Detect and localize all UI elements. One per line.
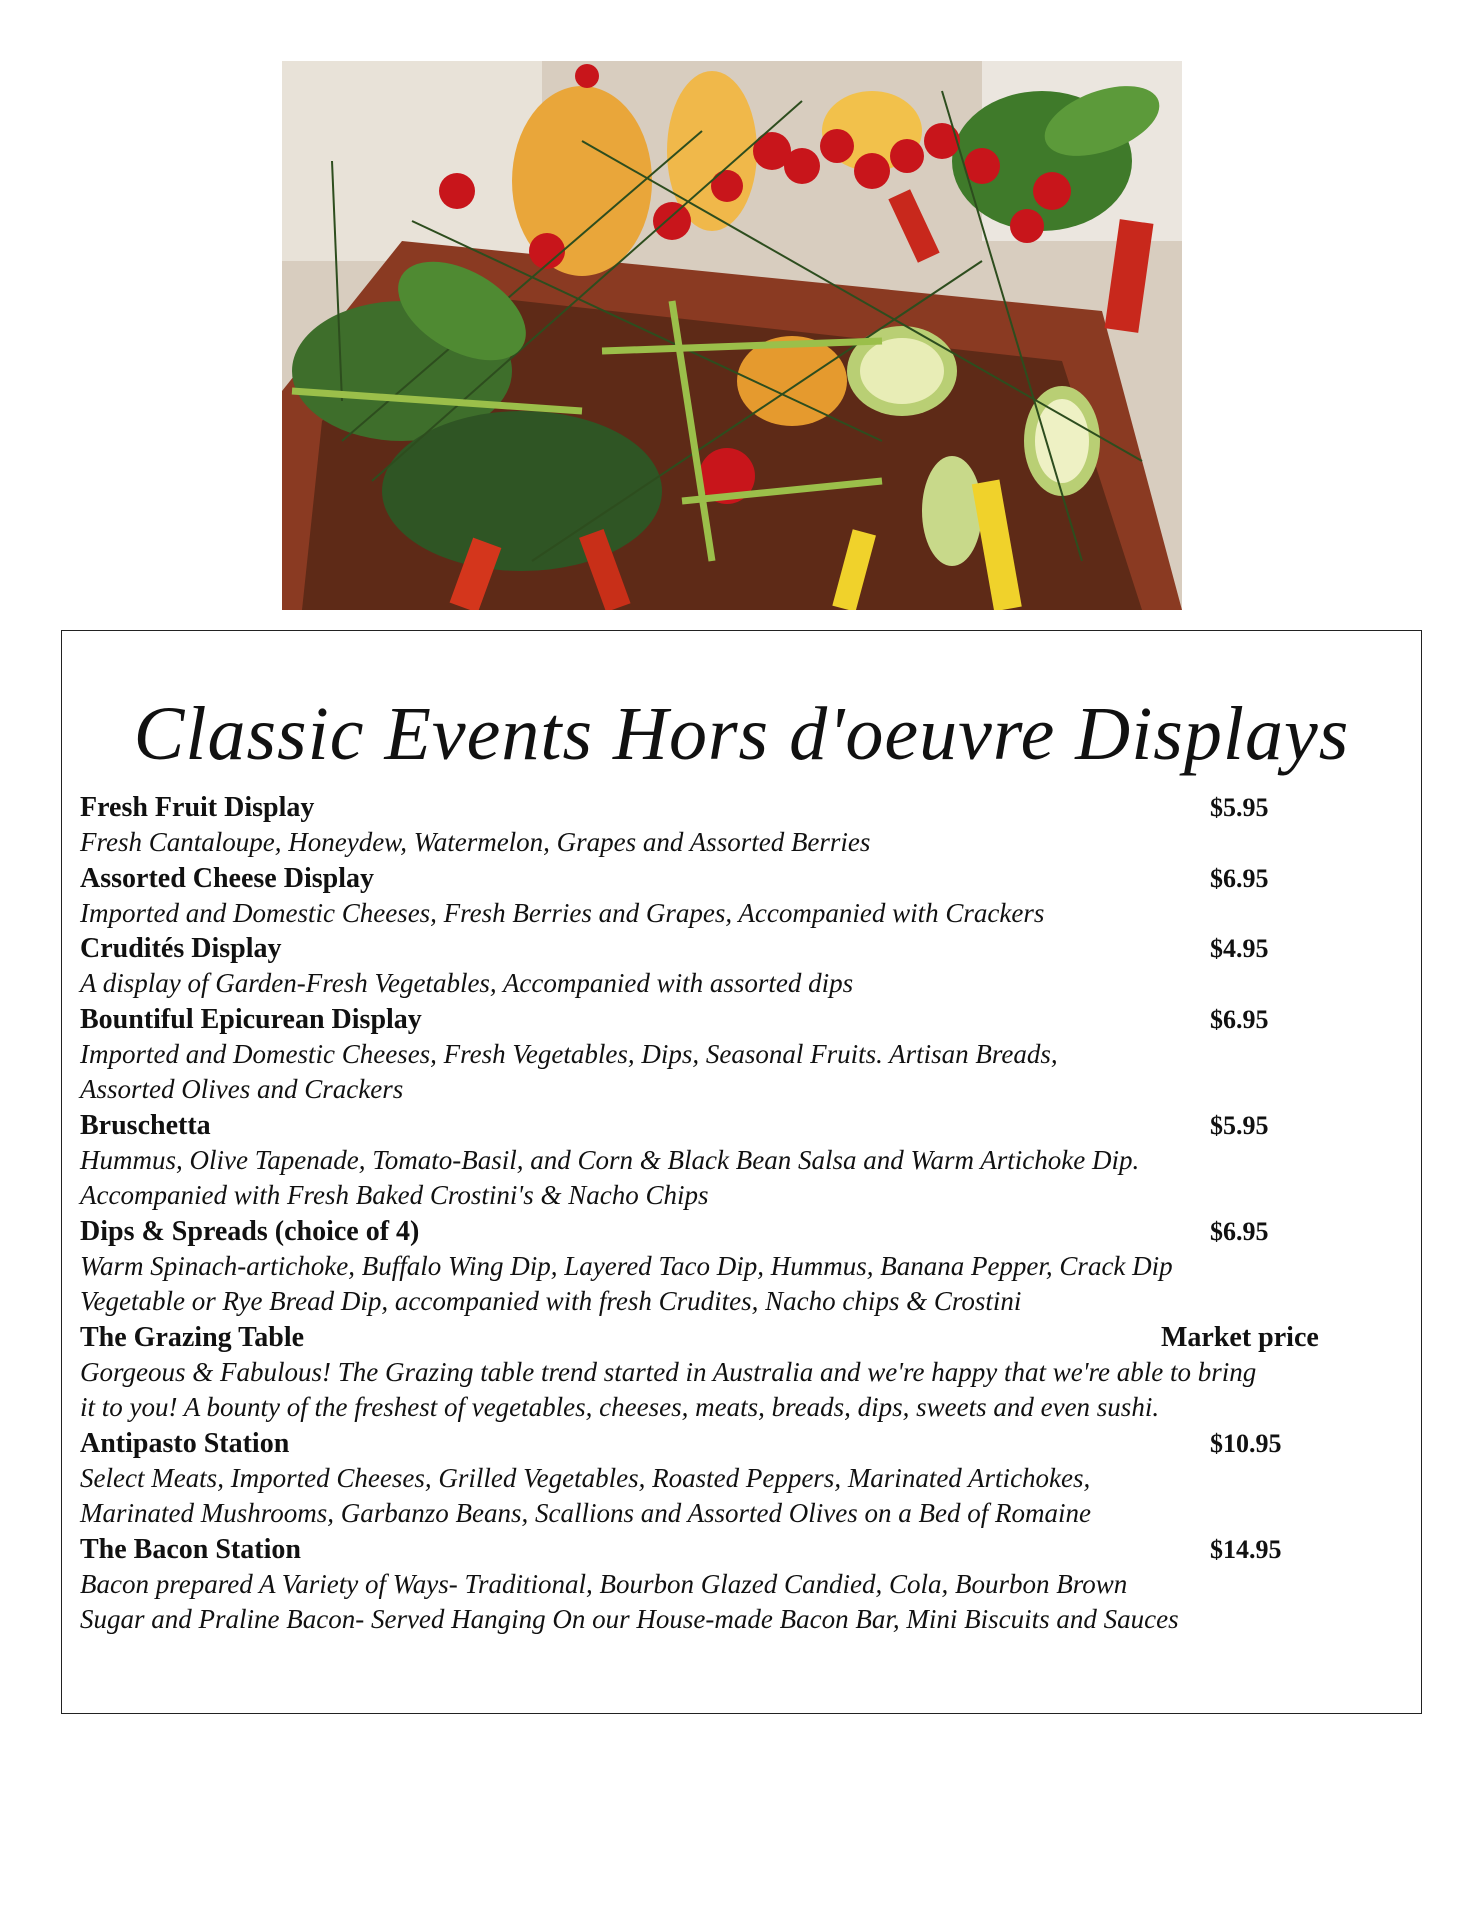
menu-item xyxy=(80,1426,1405,1532)
description-line: A display of Garden-Fresh Vegetables, Accompanied with assorted dips xyxy=(80,968,854,998)
menu-item-price: $10.95 xyxy=(1210,1428,1282,1458)
menu-item xyxy=(80,931,1405,1002)
description-line: Hummus, Olive Tapenade, Tomato-Basil, and Corn & Black Bean Salsa and Warm Artichoke Dip. xyxy=(80,1144,1140,1175)
menu-item-header xyxy=(80,1108,1405,1143)
menu-item-description xyxy=(80,1249,1405,1320)
menu-item-description xyxy=(80,1567,1405,1638)
menu-item-name: Fresh Fruit Display xyxy=(80,792,315,823)
menu-item-name: Antipasto Station xyxy=(80,1427,290,1459)
menu-item-description xyxy=(80,1355,1405,1426)
menu-item-header xyxy=(80,1426,1405,1461)
menu-item xyxy=(80,1532,1405,1638)
menu-item-name: Dips & Spreads (choice of 4) xyxy=(80,1215,420,1247)
description-line: Assorted Olives and Crackers xyxy=(80,1074,404,1104)
menu-item-header xyxy=(80,1320,1405,1355)
menu-item-description xyxy=(80,1037,1405,1108)
description-line: Sugar and Praline Bacon- Served Hanging On our House-made Bacon Bar, Mini Biscuits and Sauces xyxy=(80,1604,1179,1634)
menu-item-price: $5.95 xyxy=(1210,1110,1269,1140)
vegetable-display-photo xyxy=(282,61,1182,610)
menu-item-price: $6.95 xyxy=(1210,1004,1269,1034)
menu-item-name: Bountiful Epicurean Display xyxy=(80,1003,422,1035)
menu-items-list xyxy=(80,790,1405,1638)
menu-box xyxy=(61,630,1422,1714)
description-line: it to you! A bounty of the freshest of vegetables, cheeses, meats, breads, dips, sweets and even sushi. xyxy=(80,1392,1160,1422)
menu-item-name: The Grazing Table xyxy=(80,1321,305,1353)
description-line: Imported and Domestic Cheeses, Fresh Vegetables, Dips, Seasonal Fruits. Artisan Breads, xyxy=(80,1038,1058,1069)
menu-item-name: Assorted Cheese Display xyxy=(80,862,374,894)
menu-item-description xyxy=(80,1143,1405,1214)
menu-item-description xyxy=(80,896,1405,932)
menu-item xyxy=(80,790,1405,861)
menu-item-price: $4.95 xyxy=(1210,934,1269,963)
menu-item-name: The Bacon Station xyxy=(80,1533,301,1565)
description-line: Imported and Domestic Cheeses, Fresh Berries and Grapes, Accompanied with Crackers xyxy=(80,897,1045,928)
menu-item xyxy=(80,1320,1405,1426)
menu-item xyxy=(80,1214,1405,1320)
menu-item-name: Bruschetta xyxy=(80,1109,211,1141)
menu-item xyxy=(80,1108,1405,1214)
menu-item-header xyxy=(80,790,1405,825)
photo-illustration xyxy=(282,61,1182,610)
description-line: Select Meats, Imported Cheeses, Grilled Vegetables, Roasted Peppers, Marinated Artichokes, xyxy=(80,1462,1091,1493)
menu-item-header xyxy=(80,931,1405,966)
menu-item-name: Crudités Display xyxy=(80,933,282,964)
menu-item-description xyxy=(80,825,1405,861)
menu-item-price: $6.95 xyxy=(1210,863,1269,893)
description-line: Vegetable or Rye Bread Dip, accompanied with fresh Crudites, Nacho chips & Crostini xyxy=(80,1286,1022,1316)
menu-item-price: $6.95 xyxy=(1210,1216,1269,1246)
description-line: Gorgeous & Fabulous! The Grazing table trend started in Australia and we're happy that we're able to bring xyxy=(80,1356,1257,1387)
menu-item-header xyxy=(80,1532,1405,1567)
menu-item-price: $14.95 xyxy=(1210,1534,1282,1564)
description-line: Marinated Mushrooms, Garbanzo Beans, Scallions and Assorted Olives on a Bed of Romaine xyxy=(80,1498,1091,1528)
description-line: Bacon prepared A Variety of Ways- Traditional, Bourbon Glazed Candied, Cola, Bourbon Brown xyxy=(80,1568,1128,1599)
menu-item-header xyxy=(80,1002,1405,1037)
description-line: Warm Spinach-artichoke, Buffalo Wing Dip, Layered Taco Dip, Hummus, Banana Pepper, Crack Dip xyxy=(80,1250,1173,1281)
menu-item-header xyxy=(80,1214,1405,1249)
menu-item-header xyxy=(80,861,1405,896)
menu-item-description xyxy=(80,1461,1405,1532)
description-line: Accompanied with Fresh Baked Crostini's & Nacho Chips xyxy=(80,1180,709,1210)
menu-item-description xyxy=(80,966,1405,1002)
menu-item-price: Market price xyxy=(1161,1321,1319,1353)
page-title: Classic Events Hors d'oeuvre Displays xyxy=(133,692,1350,776)
menu-item xyxy=(80,1002,1405,1108)
menu-item xyxy=(80,861,1405,932)
menu-item-price: $5.95 xyxy=(1210,793,1269,822)
description-line: Fresh Cantaloupe, Honeydew, Watermelon, Grapes and Assorted Berries xyxy=(80,827,871,857)
